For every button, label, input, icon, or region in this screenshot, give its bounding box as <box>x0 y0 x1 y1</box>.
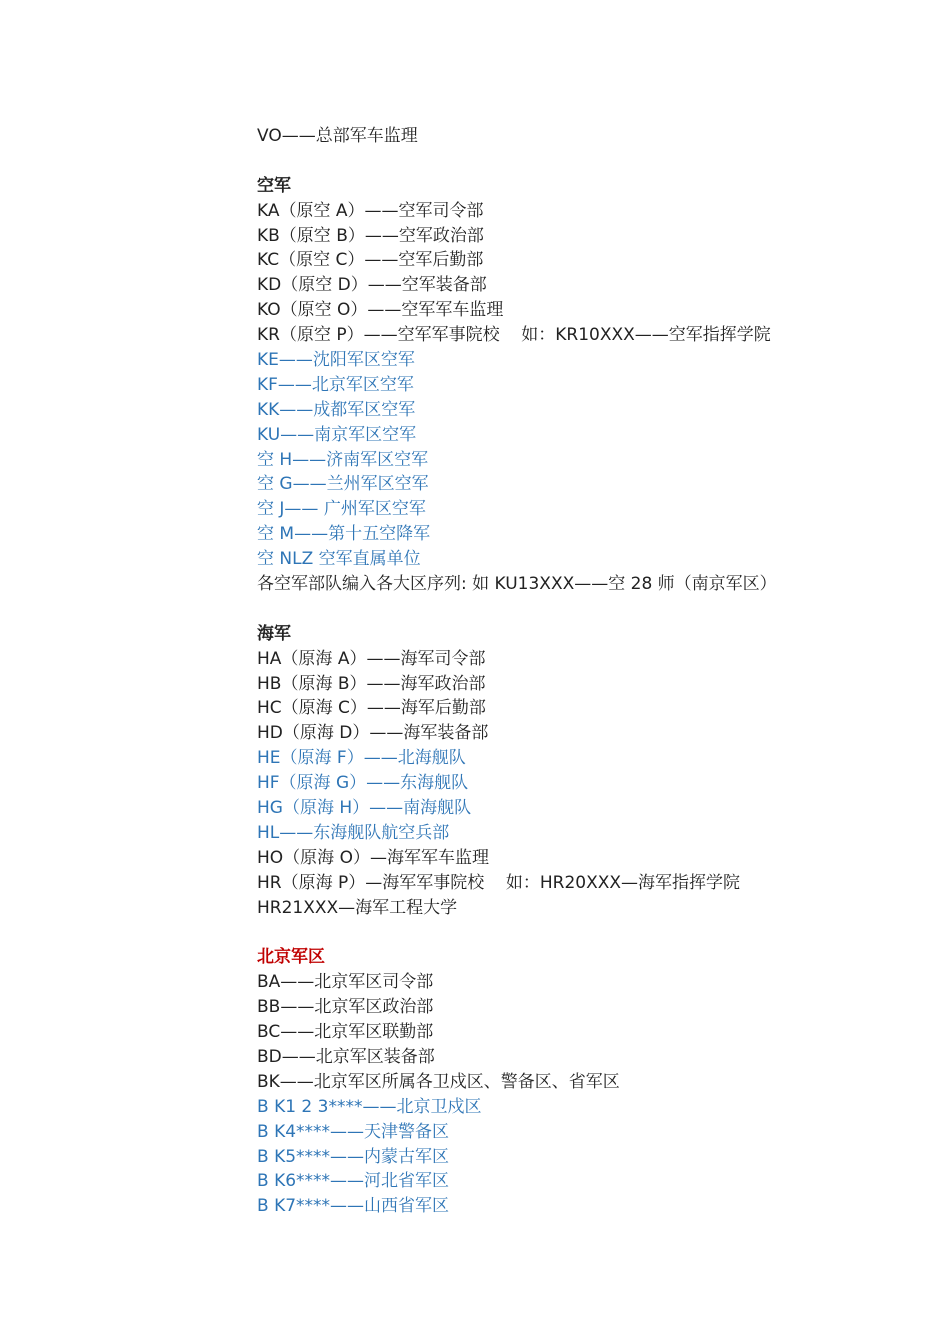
beijing-line: BK——北京军区所属各卫戍区、警备区、省军区 <box>257 1071 620 1092</box>
navy-line: HC（原海 C）——海军后勤部 <box>257 698 486 719</box>
air-force-line: KC（原空 C）——空军后勤部 <box>257 250 484 271</box>
air-force-line: 空 G——兰州军区空军 <box>257 474 429 495</box>
spacer <box>257 149 857 174</box>
navy-line: HR21XXX—海军工程大学 <box>257 897 458 918</box>
air-force-line: 各空军部队编入各大区序列: 如 KU13XXX——空 28 师（南京军区） <box>257 574 777 595</box>
air-force-line: 空 H——济南军区空军 <box>257 449 429 470</box>
beijing-line: B K7****——山西省军区 <box>257 1196 450 1217</box>
beijing-line: BA——北京军区司令部 <box>257 972 434 993</box>
spacer <box>257 921 857 946</box>
air-force-heading: 空军 <box>257 175 291 196</box>
air-force-line: KF——北京军区空军 <box>257 374 414 395</box>
navy-line: HG（原海 H）——南海舰队 <box>257 798 472 819</box>
air-force-line: KB（原空 B）——空军政治部 <box>257 225 484 246</box>
beijing-line: B K1 2 3****——北京卫戍区 <box>257 1096 482 1117</box>
spacer <box>257 597 857 622</box>
navy-line: HD（原海 D）——海军装备部 <box>257 723 489 744</box>
air-force-line: KK——成都军区空军 <box>257 399 416 420</box>
navy-line: HB（原海 B）——海军政治部 <box>257 673 486 694</box>
air-force-line: KA（原空 A）——空军司令部 <box>257 200 484 221</box>
air-force-line: KO（原空 O）——空军军车监理 <box>257 300 504 321</box>
beijing-line: BD——北京军区装备部 <box>257 1046 435 1067</box>
beijing-line: BB——北京军区政治部 <box>257 997 434 1018</box>
beijing-heading: 北京军区 <box>257 947 325 968</box>
air-force-line: KD（原空 D）——空军装备部 <box>257 275 487 296</box>
navy-line: HO（原海 O）—海军军车监理 <box>257 847 489 868</box>
air-force-line: 空 NLZ 空军直属单位 <box>257 549 421 570</box>
air-force-line: KR（原空 P）——空军军事院校 如：KR10XXX——空军指挥学院 <box>257 325 771 346</box>
navy-line: HE（原海 F）——北海舰队 <box>257 748 466 769</box>
beijing-line: B K6****——河北省军区 <box>257 1171 450 1192</box>
navy-heading: 海军 <box>257 623 291 644</box>
document-body <box>257 124 857 1219</box>
air-force-line: KE——沈阳军区空军 <box>257 350 415 371</box>
navy-line: HL——东海舰队航空兵部 <box>257 822 450 843</box>
beijing-line: BC——北京军区联勤部 <box>257 1022 434 1043</box>
air-force-line: 空 M——第十五空降军 <box>257 524 431 545</box>
beijing-line: B K5****——内蒙古军区 <box>257 1146 450 1167</box>
air-force-line: 空 J—— 广州军区空军 <box>257 499 426 520</box>
air-force-line: KU——南京军区空军 <box>257 424 417 445</box>
vo-line: VO——总部军车监理 <box>257 126 418 146</box>
beijing-line: B K4****——天津警备区 <box>257 1121 450 1142</box>
navy-line: HF（原海 G）——东海舰队 <box>257 773 469 794</box>
navy-line: HR（原海 P）—海军军事院校 如：HR20XXX—海军指挥学院 <box>257 872 741 893</box>
navy-line: HA（原海 A）——海军司令部 <box>257 648 486 669</box>
